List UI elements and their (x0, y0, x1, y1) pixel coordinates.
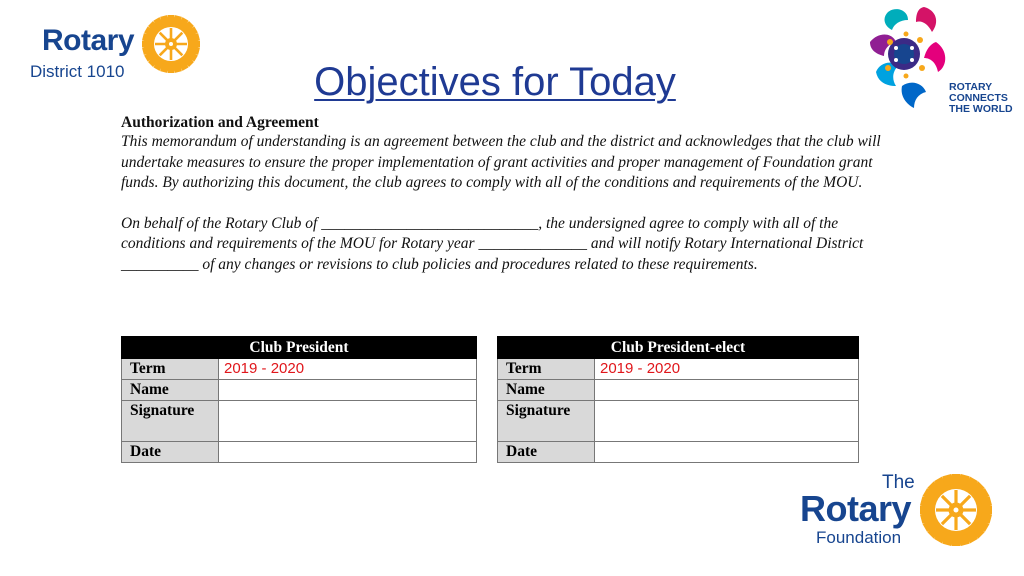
rotary-connects-emblem (866, 2, 1016, 120)
row-label-signature: Signature (498, 401, 595, 442)
club-president-table (121, 336, 477, 463)
row-label-date: Date (498, 442, 595, 463)
rotary-foundation-logo (798, 470, 998, 552)
foundation-logo-subtitle: Foundation (816, 528, 902, 547)
foundation-logo-name: Rotary (800, 488, 912, 529)
table-row (498, 442, 859, 463)
row-label-name: Name (498, 380, 595, 401)
name-field[interactable] (595, 380, 859, 401)
mou-document (121, 113, 891, 276)
table-row (122, 401, 477, 442)
signature-field[interactable] (219, 401, 477, 442)
row-label-term: Term (498, 359, 595, 380)
connects-figures-icon (866, 2, 948, 120)
district-logo-name: Rotary (42, 24, 135, 57)
signature-field[interactable] (595, 401, 859, 442)
district-logo-subtitle: District 1010 (30, 62, 125, 81)
table-row (122, 442, 477, 463)
emblem-line-3: THE WORLD (949, 103, 1013, 115)
table-title: Club President-elect (498, 337, 859, 359)
rotary-wheel-icon (918, 472, 994, 548)
document-paragraph-1: This memorandum of understanding is an agreement between the club and the district and acknowledges that the club will undertake measures to ensure the proper implementation of grant activities and proper management of Foundation grant funds. By authorizing this document, the club agrees to comply with all of the conditions and requirements of the MOU. (121, 133, 881, 192)
row-label-signature: Signature (122, 401, 219, 442)
term-value[interactable]: 2019 - 2020 (219, 359, 477, 380)
date-field[interactable] (219, 442, 477, 463)
row-label-name: Name (122, 380, 219, 401)
table-row (498, 380, 859, 401)
table-row (498, 359, 859, 380)
document-heading: Authorization and Agreement (121, 114, 319, 131)
club-president-elect-table (497, 336, 859, 463)
foundation-logo-the: The (882, 472, 915, 493)
date-field[interactable] (595, 442, 859, 463)
row-label-date: Date (122, 442, 219, 463)
row-label-term: Term (122, 359, 219, 380)
term-value[interactable]: 2019 - 2020 (595, 359, 859, 380)
emblem-line-2: CONNECTS (949, 92, 1008, 104)
emblem-line-1: ROTARY (949, 81, 993, 93)
table-row (122, 359, 477, 380)
document-paragraph-2: On behalf of the Rotary Club of ____________________________, the undersigned agree to comply with all of the conditions and requirements of the MOU for Rotary year ______________ and will notify Rotary International District __________ of any changes or revisions to club policies and procedures related to these requirements. (121, 214, 864, 273)
table-row (498, 401, 859, 442)
page-title: Objectives for Today (314, 60, 676, 104)
name-field[interactable] (219, 380, 477, 401)
table-title: Club President (122, 337, 477, 359)
table-row (122, 380, 477, 401)
